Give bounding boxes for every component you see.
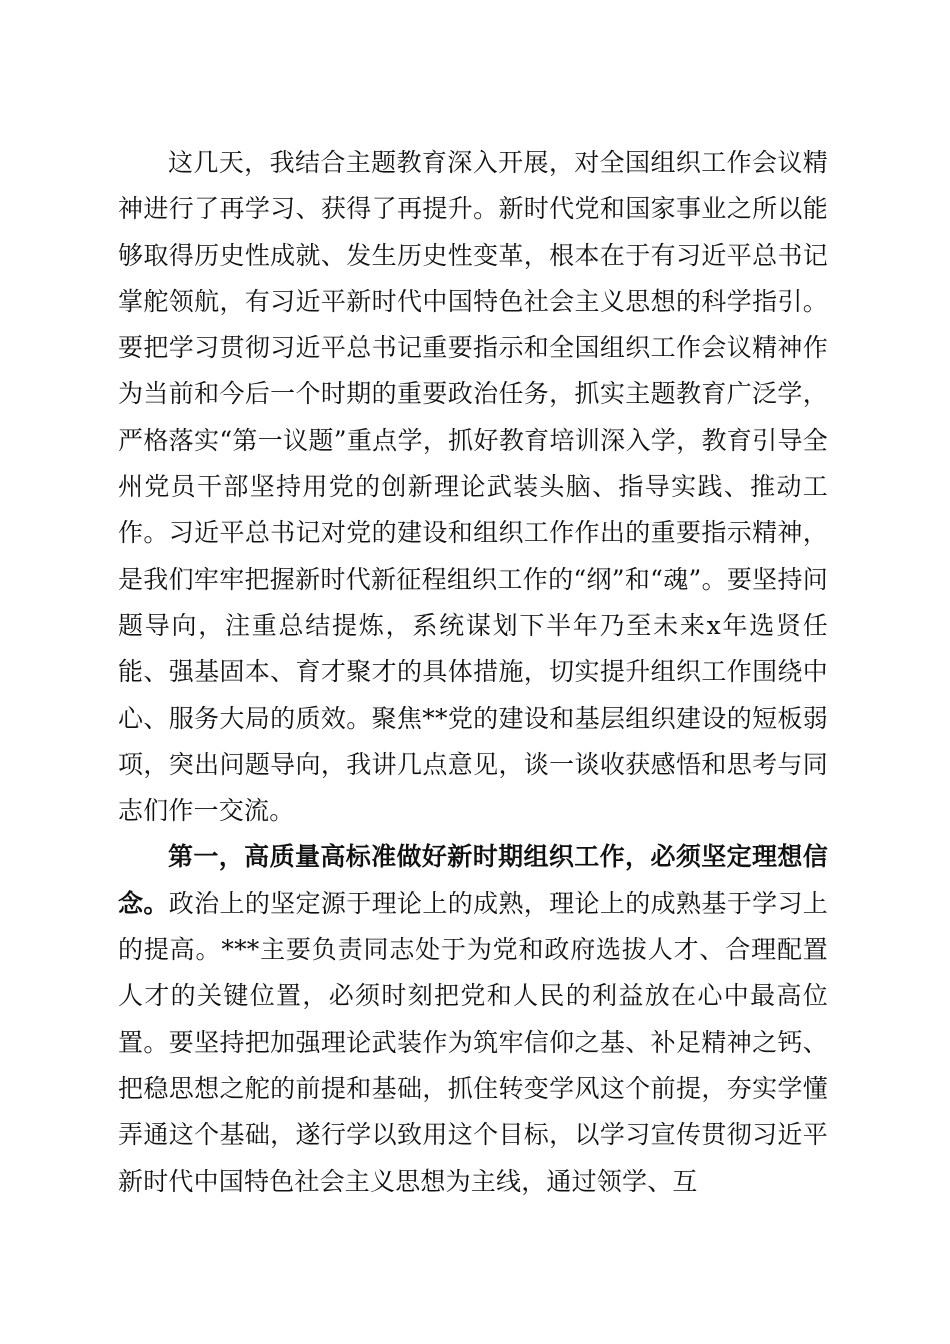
paragraph-2-lead: 第一，高质量高标准做好新时期组织工作，必须坚定理想信念。 bbox=[118, 842, 828, 918]
paragraph-1-text: 这几天，我结合主题教育深入开展，对全国组织工作会议精神进行了再学习、获得了再提升。新时代党和国家事业之所以能够取得历史性成就、发生历史性变革，根本在于有习近平总书记掌舵领航，有习近平新时代中国特色社会主义思想的科学指引。要把学习贯彻习近平总书记重要指示和全国组织工作会议精神作为当前和今后一个时期的重要政治任务，抓实主题教育广泛学，严格落实“第一议题”重点学，抓好教育培训深入学，教育引导全州党员干部坚持用党的创新理论武装头脑、指导实践、推动工作。习近平总书记对党的建设和组织工作作出的重要指示精神，是我们牢牢把握新时代新征程组织工作的“纲”和“魂”。要坚持问题导向，注重总结提炼，系统谋划下半年乃至未来x年选贤任能、强基固本、育才聚才的具体措施，切实提升组织工作围绕中心、服务大局的质效。聚焦**党的建设和基层组织建设的短板弱项，突出问题导向，我讲几点意见，谈一谈收获感悟和思考与同志们作一交流。 bbox=[118, 148, 828, 826]
paragraph-2-text: 政治上的坚定源于理论上的成熟，理论上的成熟基于学习上的提高。***主要负责同志处于为党和政府选拔人才、合理配置人才的关键位置，必须时刻把党和人民的利益放在心中最高位置。要坚持把加强理论武装作为筑牢信仰之基、补足精神之钙、把稳思想之舵的前提和基础，抓住转变学风这个前提，夯实学懂弄通这个基础，遂行学以致用这个目标，以学习宣传贯彻习近平新时代中国特色社会主义思想为主线，通过领学、互 bbox=[118, 888, 829, 1196]
paragraph-2 bbox=[118, 834, 828, 1204]
document-body bbox=[118, 140, 828, 1205]
paragraph-1 bbox=[118, 140, 828, 834]
